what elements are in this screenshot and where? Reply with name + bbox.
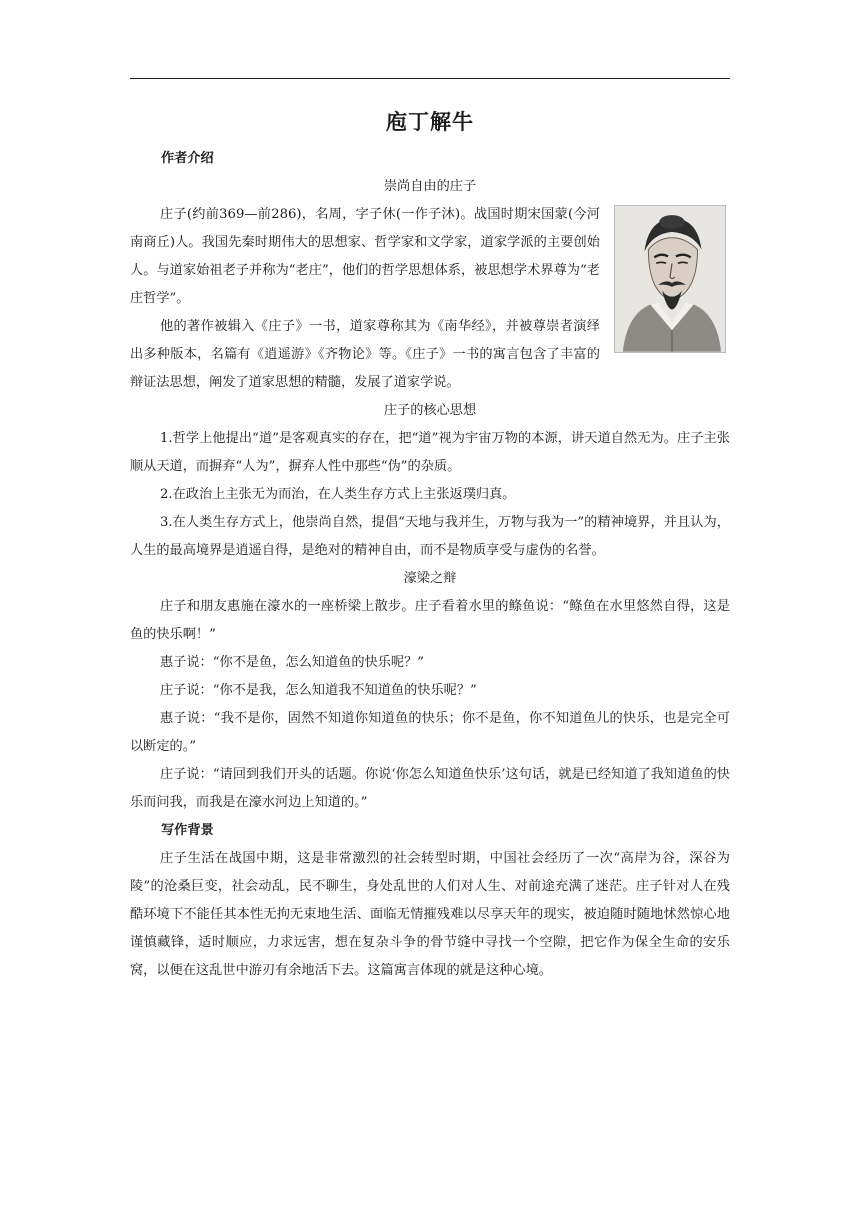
debate-paragraph-4: 惠子说：“我不是你，固然不知道你知道鱼的快乐；你不是鱼，你不知道鱼儿的快乐，也是完全可以断定的。” <box>130 711 730 754</box>
debate-subtitle: 濠梁之辩 <box>403 571 457 586</box>
debate-paragraph-3: 庄子说：“你不是我，怎么知道我不知道鱼的快乐呢？” <box>160 683 477 698</box>
background-paragraph: 庄子生活在战国中期，这是非常激烈的社会转型时期，中国社会经历了一次“高岸为谷，深谷为陵”的沧桑巨变，社会动乱，民不聊生，身处乱世的人们对人生、对前途充满了迷茫。庄子针对人在残酷环境下不能任其本性无拘无束地生活、面临无情摧残难以尽享天年的现实，被迫随时随地怵然惊心地谨慎藏锋，适时顺应，力求远害，想在复杂斗争的骨节缝中寻找一个空隙，把它作为保全生命的安乐窝，以便在这乱世中游刃有余地活下去。这篇寓言体现的就是这种心境。 <box>130 851 730 978</box>
author-intro-paragraph-2: 他的著作被辑入《庄子》一书，道家尊称其为《南华经》，并被尊崇者演绎出多种版本，名篇有《逍遥游》《齐物论》等。《庄子》一书的寓言包含了丰富的辩证法思想，阐发了道家思想的精髓，发展了道家学说。 <box>130 319 600 390</box>
core-thoughts-subtitle: 庄子的核心思想 <box>383 403 477 418</box>
portrait-illustration <box>615 206 725 352</box>
header-rule <box>130 78 730 79</box>
core-thought-3: 3.在人类生存方式上，他崇尚自然，提倡“天地与我并生，万物与我为一”的精神境界，并且认为，人生的最高境界是逍遥自得，是绝对的精神自由，而不是物质享受与虚伪的名誉。 <box>130 515 730 558</box>
core-thought-1: 1.哲学上他提出“道”是客观真实的存在，把“道”视为宇宙万物的本源，讲天道自然无为。庄子主张顺从天道，而摒弃“人为”，摒弃人性中那些“伪”的杂质。 <box>130 431 730 474</box>
document-body <box>130 145 730 985</box>
author-intro-paragraph-1: 庄子(约前369—前286)，名周，字子休(一作子沐)。战国时期宋国蒙(今河南商丘)人。我国先秦时期伟大的思想家、哲学家和文学家，道家学派的主要创始人。与道家始祖老子并称为“老庄”，他们的哲学思想体系，被思想学术界尊为“老庄哲学”。 <box>130 207 600 306</box>
core-thought-2: 2.在政治上主张无为而治，在人类生存方式上主张返璞归真。 <box>160 487 516 502</box>
debate-paragraph-5: 庄子说：“请回到我们开头的话题。你说‘你怎么知道鱼快乐’这句话，就是已经知道了我知道鱼的快乐而问我，而我是在濠水河边上知道的。” <box>130 767 730 810</box>
debate-paragraph-2: 惠子说：“你不是鱼，怎么知道鱼的快乐呢？” <box>160 655 425 670</box>
author-intro-heading: 作者介绍 <box>161 151 214 166</box>
background-heading: 写作背景 <box>161 823 214 838</box>
debate-paragraph-1: 庄子和朋友惠施在濠水的一座桥梁上散步。庄子看着水里的鲦鱼说：“鲦鱼在水里悠然自得，这是鱼的快乐啊！” <box>130 599 730 642</box>
page-title: 庖丁解牛 <box>386 110 474 134</box>
zhuangzi-portrait-image <box>614 205 726 353</box>
author-intro-subtitle: 崇尚自由的庄子 <box>383 179 477 194</box>
